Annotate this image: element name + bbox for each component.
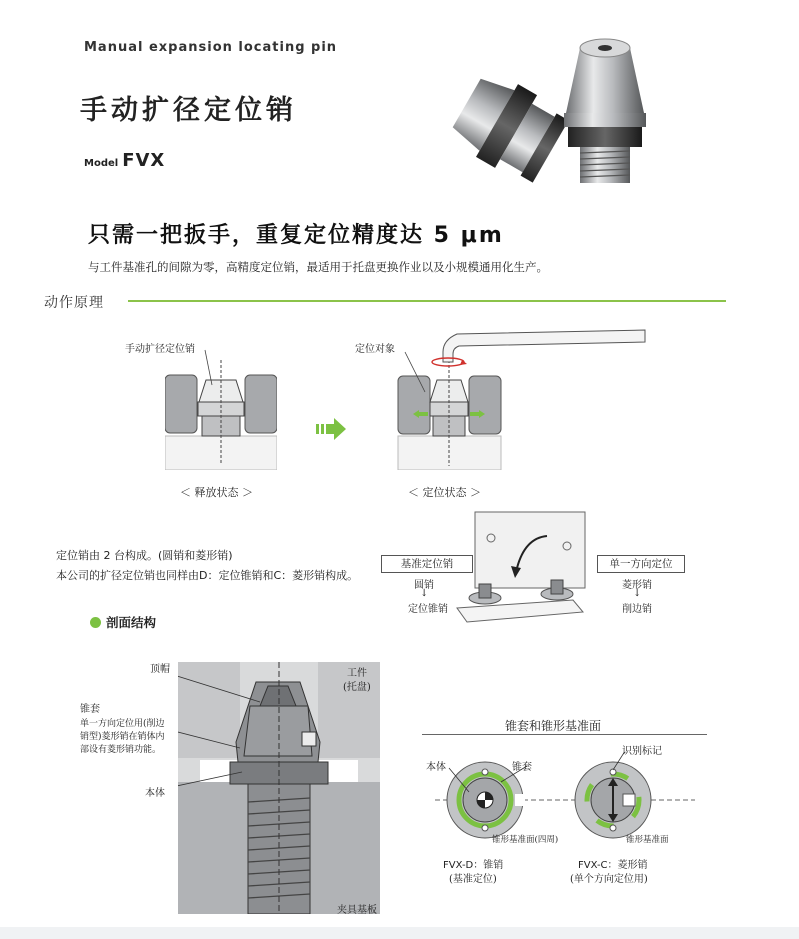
product-photo bbox=[430, 18, 670, 188]
english-title: Manual expansion locating pin bbox=[84, 40, 338, 55]
box-single-direction: 单一方向定位 bbox=[597, 555, 685, 573]
left-sub1: 圆销 bbox=[414, 580, 434, 591]
fvx-d-desc: (基准定位) bbox=[449, 874, 497, 885]
state-released: ＜ 释放状态 ＞ bbox=[180, 486, 253, 499]
box-reference-pin: 基准定位销 bbox=[381, 555, 473, 573]
diagram-pin-pair bbox=[455, 508, 595, 638]
left-arrow-icon: ↓ bbox=[420, 588, 429, 599]
cone-desc-3: 部设有菱形销功能。 bbox=[80, 745, 162, 755]
right-sub1: 菱形销 bbox=[622, 580, 652, 591]
section-divider bbox=[128, 300, 726, 302]
ref-label-sleeve: 锥套 bbox=[512, 762, 532, 773]
chinese-title: 手动扩径定位销 bbox=[80, 95, 297, 126]
bullet-dot-icon bbox=[90, 617, 101, 628]
bottom-bar bbox=[0, 927, 799, 939]
label-body: 本体 bbox=[145, 788, 165, 799]
headline: 只需一把扳手，重复定位精度达 5 μm bbox=[88, 223, 504, 248]
right-arrow-icon: ↓ bbox=[633, 588, 642, 599]
fvx-c-name: FVX-C：菱形销 bbox=[578, 860, 648, 871]
subline: 与工件基准孔的间隙为零，高精度定位销，最适用于托盘更换作业以及小规模通用化生产。 bbox=[88, 260, 548, 274]
fvx-c-desc: (单个方向定位用) bbox=[570, 874, 648, 885]
right-sub2: 削边销 bbox=[622, 604, 652, 615]
cross-section-diagram bbox=[178, 662, 380, 914]
ref-label-cone-surface-around: 锥形基准面(四周) bbox=[492, 835, 559, 845]
label-top-cap: 顶帽 bbox=[150, 664, 170, 675]
label-workpiece: 工件 bbox=[347, 668, 367, 679]
ref-label-cone-surface: 锥形基准面 bbox=[626, 835, 669, 845]
transition-arrow-icon bbox=[316, 418, 346, 440]
model-code: FVX bbox=[122, 150, 166, 171]
reference-title-rule bbox=[422, 734, 707, 735]
cone-desc-2: 销型)菱形销在销体内 bbox=[80, 732, 165, 742]
state-located: ＜ 定位状态 ＞ bbox=[408, 486, 481, 499]
composition-line1: 定位销由 2 台构成。(圆销和菱形销) bbox=[56, 549, 233, 562]
composition-line2: 本公司的扩径定位销也同样由D：定位锥销和C：菱形销构成。 bbox=[56, 569, 359, 582]
section-view-title: 剖面结构 bbox=[106, 615, 157, 630]
callout-manual-pin: 手动扩径定位销 bbox=[125, 344, 195, 355]
diagram-located bbox=[395, 322, 650, 470]
diagram-released bbox=[165, 340, 277, 470]
model-label: Model bbox=[84, 158, 119, 169]
reference-title: 锥套和锥形基准面 bbox=[505, 719, 602, 733]
left-sub2: 定位锥销 bbox=[408, 604, 448, 615]
section-title-principle: 动作原理 bbox=[44, 295, 104, 311]
ref-label-id-mark: 识别标记 bbox=[622, 746, 662, 757]
label-base-plate: 夹具基板 bbox=[337, 905, 377, 916]
label-pallet: (托盘) bbox=[343, 682, 371, 693]
ref-label-body: 本体 bbox=[426, 762, 446, 773]
callout-target: 定位对象 bbox=[355, 344, 395, 355]
cone-desc-1: 单一方向定位用(削边 bbox=[80, 719, 165, 729]
model-line bbox=[84, 150, 165, 171]
fvx-d-name: FVX-D：锥销 bbox=[443, 860, 504, 871]
label-cone-sleeve: 锥套 bbox=[80, 704, 100, 715]
